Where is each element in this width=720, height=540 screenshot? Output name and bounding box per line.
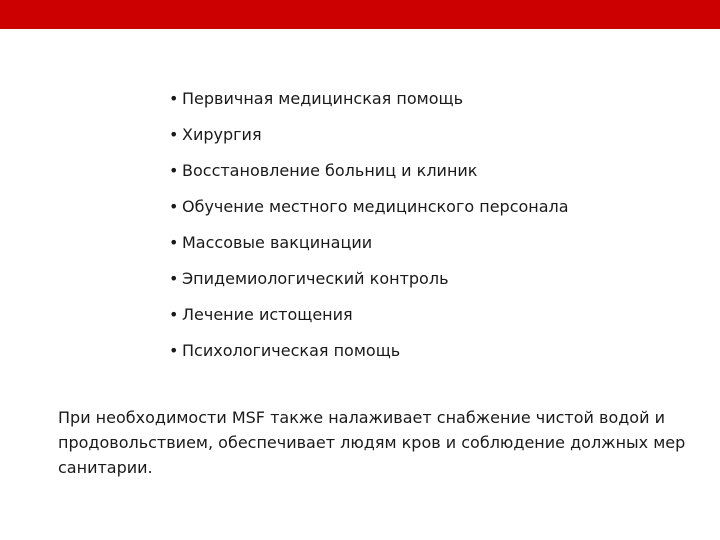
bullet-item: [169, 157, 569, 193]
bullet-item: [169, 229, 569, 265]
top-red-bar: [0, 0, 720, 29]
bullet-text: Хирургия: [182, 125, 262, 144]
bullet-text: Психологическая помощь: [182, 341, 401, 360]
bullet-text: Первичная медицинская помощь: [182, 89, 463, 108]
bullet-dot: •: [169, 197, 179, 216]
bullet-item: [169, 337, 569, 373]
bullet-text: Эпидемиологический контроль: [182, 269, 449, 288]
bullet-dot: •: [169, 89, 179, 108]
bullet-text: Лечение истощения: [182, 305, 353, 324]
bullet-item: [169, 121, 569, 157]
services-bullet-list: [169, 85, 569, 373]
bullet-item: [169, 265, 569, 301]
bullet-text: Массовые вакцинации: [182, 233, 373, 252]
bullet-item: [169, 85, 569, 121]
bullet-dot: •: [169, 341, 179, 360]
bullet-text: Обучение местного медицинского персонала: [182, 197, 569, 216]
bullet-dot: •: [169, 269, 179, 288]
bullet-dot: •: [169, 161, 179, 180]
bullet-dot: •: [169, 305, 179, 324]
msf-paragraph: При необходимости MSF также налаживает снабжение чистой водой и продовольствием, обеспечивает людям кров и соблюдение должных мер санитарии.: [58, 408, 686, 477]
bullet-item: [169, 301, 569, 337]
bullet-dot: •: [169, 233, 179, 252]
bullet-text: Восстановление больниц и клиник: [182, 161, 478, 180]
bullet-item: [169, 193, 569, 229]
bullet-dot: •: [169, 125, 179, 144]
